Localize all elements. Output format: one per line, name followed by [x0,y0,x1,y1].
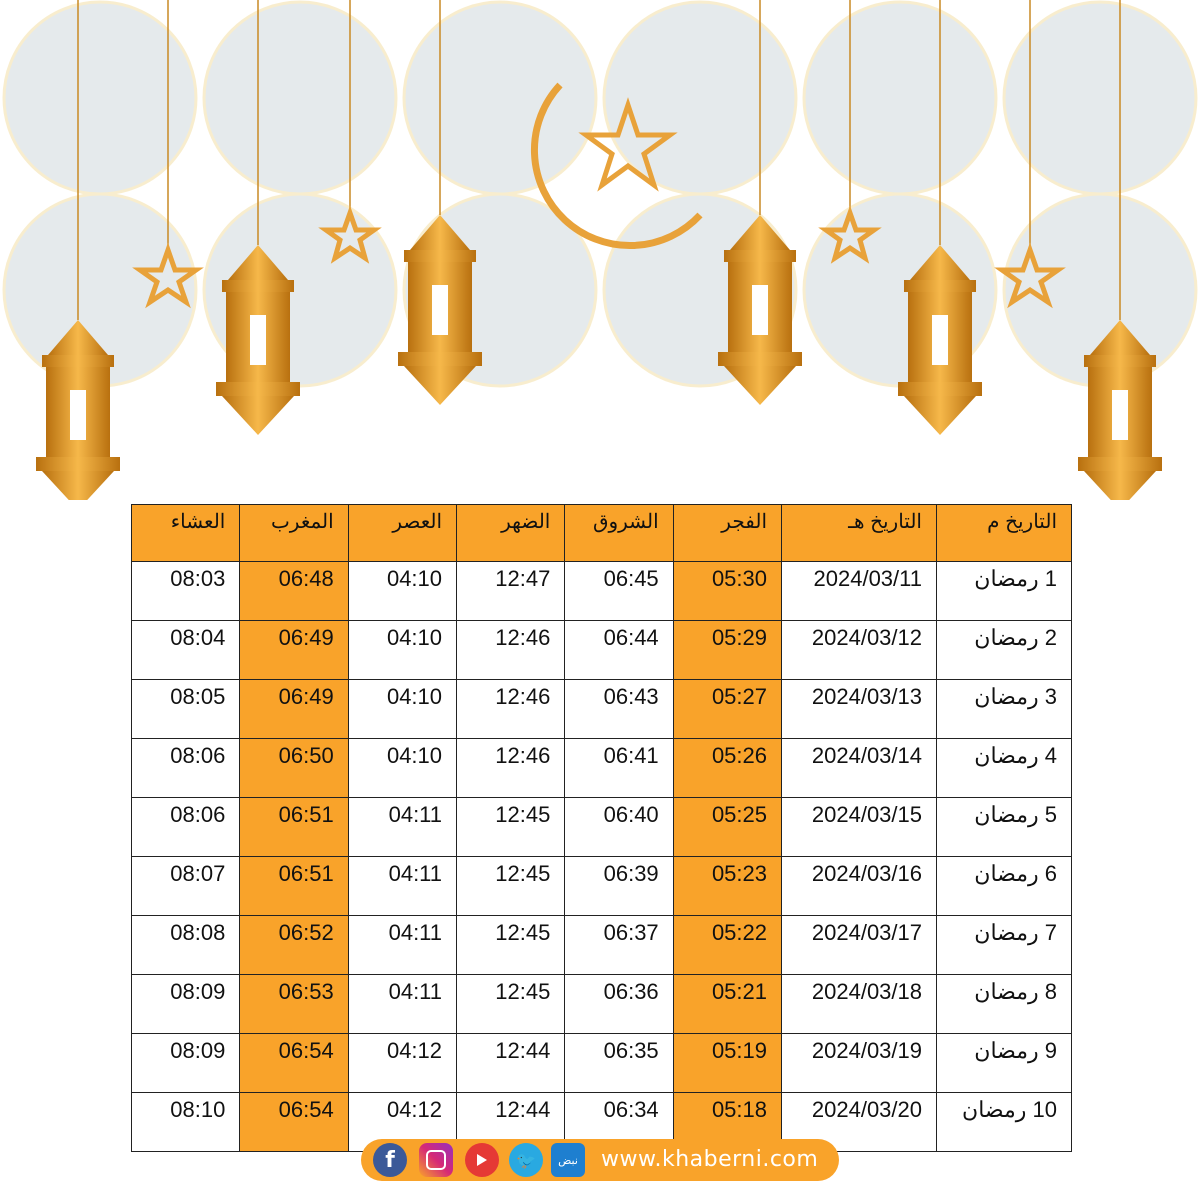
table-cell: 06:54 [240,1093,348,1152]
table-cell: 06:53 [240,975,348,1034]
table-cell: 10 رمضان [937,1093,1072,1152]
table-row [132,621,1072,680]
table-cell: 08:04 [132,621,240,680]
table-cell: 2024/03/20 [782,1093,937,1152]
table-cell: 12:45 [457,975,565,1034]
table-body [132,562,1072,1152]
table-cell: 08:07 [132,857,240,916]
table-cell: 2024/03/12 [782,621,937,680]
table-cell: 08:06 [132,798,240,857]
table-cell: 05:29 [673,621,781,680]
table-cell: 1 رمضان [937,562,1072,621]
table-cell: 2024/03/15 [782,798,937,857]
table-cell: 7 رمضان [937,916,1072,975]
table-cell: 06:51 [240,798,348,857]
table-cell: 06:49 [240,621,348,680]
table-cell: 05:18 [673,1093,781,1152]
table-cell: 06:35 [565,1034,673,1093]
table-cell: 2024/03/19 [782,1034,937,1093]
table-cell: 06:52 [240,916,348,975]
table-cell: 06:45 [565,562,673,621]
table-cell: 06:39 [565,857,673,916]
table-cell: 06:40 [565,798,673,857]
table-cell: 06:41 [565,739,673,798]
table-row [132,857,1072,916]
header-asr: العصر [348,505,456,562]
table-row [132,975,1072,1034]
table-cell: 8 رمضان [937,975,1072,1034]
table-cell: 12:46 [457,680,565,739]
facebook-icon[interactable]: f [373,1143,407,1177]
table-cell: 06:43 [565,680,673,739]
table-cell: 05:30 [673,562,781,621]
table-cell: 2024/03/18 [782,975,937,1034]
table-row [132,916,1072,975]
table-cell: 04:11 [348,916,456,975]
header-gregorian-date: التاريخ م [937,505,1072,562]
table-cell: 04:10 [348,680,456,739]
table-cell: 2024/03/13 [782,680,937,739]
youtube-icon[interactable] [465,1143,499,1177]
twitter-icon[interactable]: 🐦 [509,1143,543,1177]
prayer-times-table-container [131,504,1072,1152]
table-cell: 05:23 [673,857,781,916]
table-cell: 06:36 [565,975,673,1034]
table-cell: 08:09 [132,1034,240,1093]
table-header-row [132,505,1072,562]
header-isha: العشاء [132,505,240,562]
table-cell: 06:54 [240,1034,348,1093]
table-cell: 9 رمضان [937,1034,1072,1093]
table-cell: 05:21 [673,975,781,1034]
table-cell: 05:27 [673,680,781,739]
table-cell: 06:50 [240,739,348,798]
table-cell: 08:06 [132,739,240,798]
table-cell: 5 رمضان [937,798,1072,857]
table-cell: 12:45 [457,798,565,857]
table-cell: 05:25 [673,798,781,857]
table-cell: 12:44 [457,1034,565,1093]
footer-bar [361,1139,839,1181]
table-cell: 2 رمضان [937,621,1072,680]
table-cell: 04:10 [348,621,456,680]
header-dhuhr: الضهر [457,505,565,562]
table-cell: 04:11 [348,975,456,1034]
header-fajr: الفجر [673,505,781,562]
table-cell: 12:44 [457,1093,565,1152]
header-maghrib: المغرب [240,505,348,562]
table-cell: 12:46 [457,739,565,798]
table-cell: 05:19 [673,1034,781,1093]
table-cell: 12:45 [457,916,565,975]
table-cell: 06:48 [240,562,348,621]
table-cell: 6 رمضان [937,857,1072,916]
header-hijri-date: التاريخ هـ [782,505,937,562]
website-url[interactable]: www.khaberni.com [601,1147,819,1172]
table-cell: 2024/03/11 [782,562,937,621]
table-cell: 06:34 [565,1093,673,1152]
table-cell: 05:26 [673,739,781,798]
header-sunrise: الشروق [565,505,673,562]
table-cell: 06:44 [565,621,673,680]
nabd-icon[interactable]: نبض [551,1143,585,1177]
table-cell: 06:49 [240,680,348,739]
table-cell: 12:45 [457,857,565,916]
table-cell: 06:51 [240,857,348,916]
table-cell: 2024/03/17 [782,916,937,975]
table-cell: 08:10 [132,1093,240,1152]
table-row [132,562,1072,621]
table-cell: 08:09 [132,975,240,1034]
table-cell: 12:47 [457,562,565,621]
table-row [132,680,1072,739]
table-row [132,1034,1072,1093]
table-cell: 2024/03/16 [782,857,937,916]
table-row [132,798,1072,857]
table-cell: 08:05 [132,680,240,739]
table-cell: 08:03 [132,562,240,621]
table-cell: 04:12 [348,1093,456,1152]
table-cell: 12:46 [457,621,565,680]
table-cell: 3 رمضان [937,680,1072,739]
table-cell: 4 رمضان [937,739,1072,798]
table-cell: 05:22 [673,916,781,975]
table-cell: 2024/03/14 [782,739,937,798]
table-cell: 04:10 [348,739,456,798]
prayer-times-table [131,504,1072,1152]
table-cell: 08:08 [132,916,240,975]
table-cell: 04:10 [348,562,456,621]
table-cell: 04:12 [348,1034,456,1093]
table-cell: 06:37 [565,916,673,975]
table-cell: 04:11 [348,857,456,916]
ramadan-banner [0,0,1200,500]
table-row [132,739,1072,798]
table-cell: 04:11 [348,798,456,857]
instagram-icon[interactable] [419,1143,453,1177]
